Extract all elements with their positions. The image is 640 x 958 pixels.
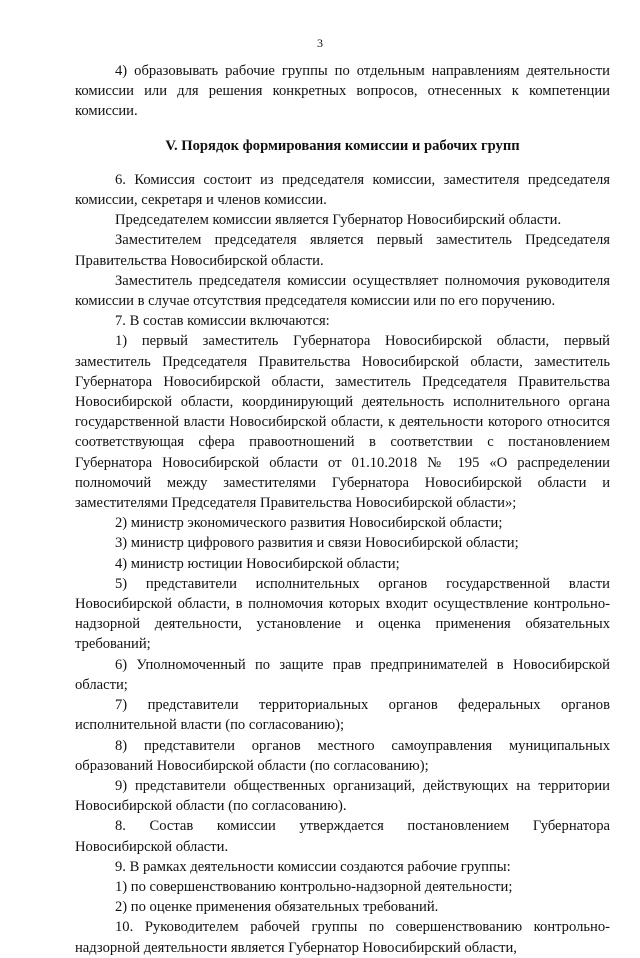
paragraph: 7) представители территориальных органов федеральных органов исполнительной власти (по согласованию); [75, 697, 610, 734]
paragraph: 2) министр экономического развития Новосибирской области; [115, 515, 503, 532]
paragraph: 2) по оценке применения обязательных требований. [115, 899, 439, 916]
paragraph: 6. Комиссия состоит из председателя комиссии, заместителя председателя комиссии, секретаря и членов комиссии. [75, 171, 610, 209]
paragraph: Заместителем председателя является первый заместитель Председателя Правительства Новосибирской области. [75, 232, 610, 269]
paragraph: 1) по совершенствованию контрольно-надзорной деятельности; [115, 878, 513, 895]
paragraph: 1) первый заместитель Губернатора Новосибирской области, первый заместитель Председателя Правительства Новосибирской области, заместитель Губернатора Новосибирской области, заместитель Председателя Правительства Новосибирской области, координирующий деятельность исполнительного органа государственной власти Новосибирской области, к деятельности которого относится соответствующая сфера правоотношений в соответствии с постановлением Губернатора Новосибирской области от 01.10.2018 № 195 «О распределении полномочий между заместителями Губернатора Новосибирской области и заместителями Председателя Правительства Новосибирской области»; [75, 333, 610, 512]
page-number: 3 [317, 36, 323, 50]
paragraph: 9) представители общественных организаций, действующих на территории Новосибирской области (по согласованию). [75, 777, 610, 815]
paragraph: 8. Состав комиссии утверждается постановлением Губернатора Новосибирской области. [75, 818, 610, 855]
paragraph: 6) Уполномоченный по защите прав предпринимателей в Новосибирской области; [75, 656, 610, 693]
paragraph: 7. В состав комиссии включаются: [115, 313, 330, 330]
paragraph: 9. В рамках деятельности комиссии создаются рабочие группы: [115, 858, 511, 875]
paragraph: 4) министр юстиции Новосибирской области; [115, 555, 400, 572]
paragraph: Председателем комиссии является Губернатор Новосибирский области. [115, 212, 562, 229]
paragraph: 8) представители органов местного самоуправления муниципальных образований Новосибирской области (по согласованию); [75, 737, 610, 774]
document-body [75, 61, 610, 958]
paragraph: Заместитель председателя комиссии осуществляет полномочия руководителя комиссии в случае отсутствия председателя комиссии или по его поручению. [75, 272, 610, 310]
intro-paragraph: 4) образовывать рабочие группы по отдельным направлениям деятельности комиссии или для решения конкретных вопросов, отнесенных к компетенции комиссии. [75, 63, 610, 120]
paragraph: 10. Руководителем рабочей группы по совершенствованию контрольно-надзорной деятельности является Губернатор Новосибирский области, [75, 919, 610, 956]
paragraph: 5) представители исполнительных органов государственной власти Новосибирской области, в полномочия которых входит осуществление контрольно-надзорной деятельности, установление и оценка применения обязательных требований; [75, 575, 610, 653]
section-heading: V. Порядок формирования комиссии и рабочих групп [165, 137, 520, 154]
paragraph: 3) министр цифрового развития и связи Новосибирской области; [115, 535, 519, 552]
paragraph-list [75, 170, 610, 958]
